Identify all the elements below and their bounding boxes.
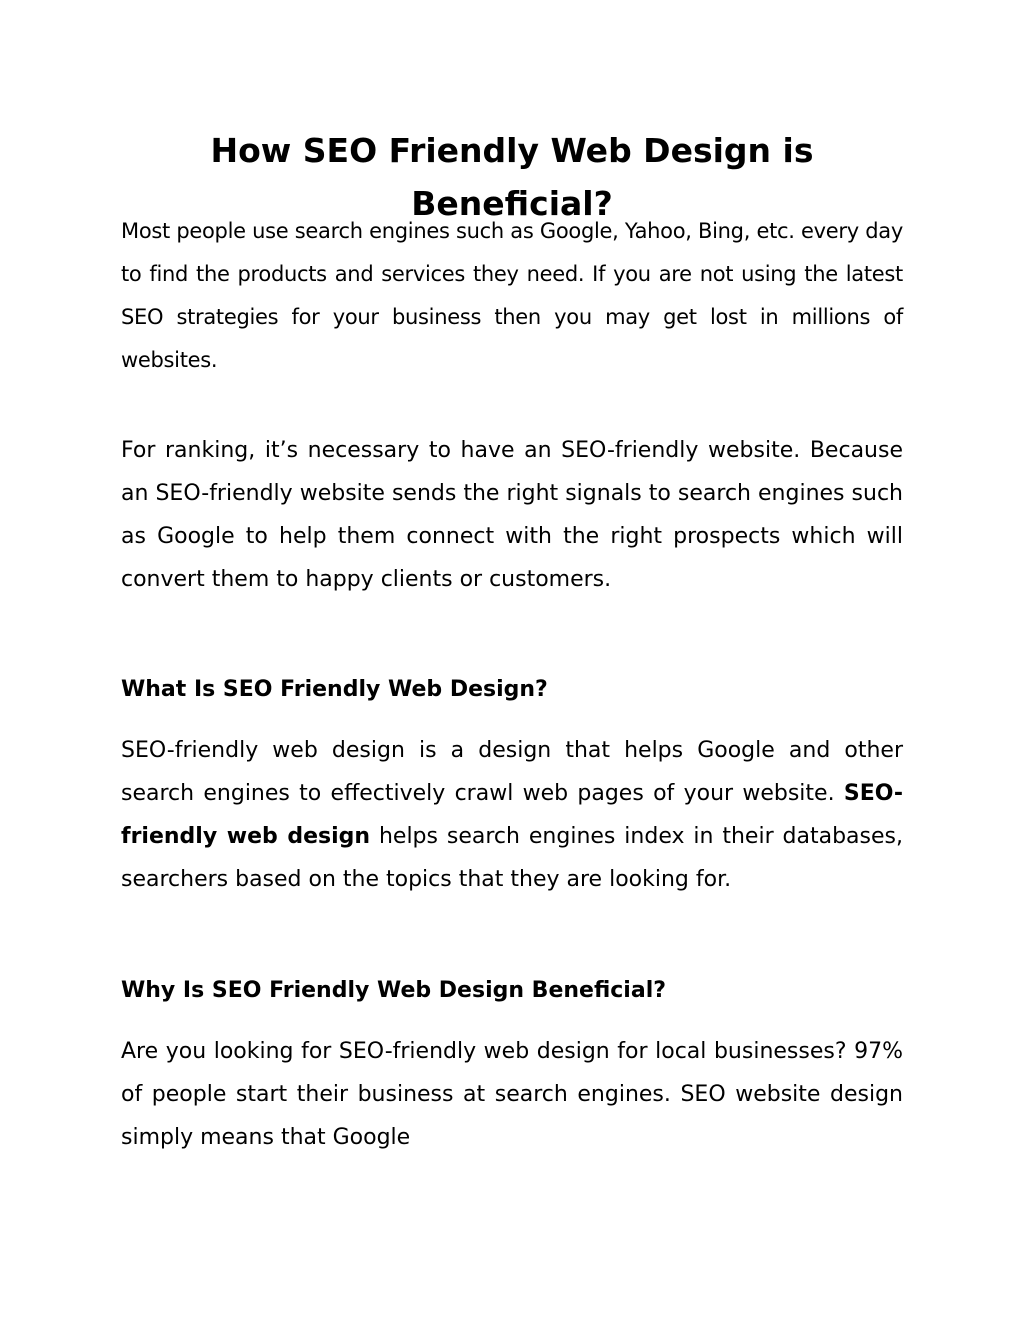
what-text-before: SEO-friendly web design is a design that helps Google and other search engines to effectively crawl web pages of your website. xyxy=(121,738,903,806)
why-is-paragraph: Are you looking for SEO-friendly web design for local businesses? 97% of people start their business at search engines. SEO website design simply means that Google xyxy=(121,1039,903,1150)
what-is-paragraph xyxy=(121,729,903,901)
ranking-paragraph: For ranking, it’s necessary to have an SEO-friendly website. Because an SEO-friendly website sends the right signals to search engines such as Google to help them connect with the right prospects which will convert them to happy clients or customers. xyxy=(121,438,903,592)
why-is-heading: Why Is SEO Friendly Web Design Beneficial? xyxy=(121,978,666,1003)
title-line-1: How SEO Friendly Web Design is xyxy=(210,131,814,170)
intro-paragraph: Most people use search engines such as Google, Yahoo, Bing, etc. every day to find the products and services they need. If you are not using the latest SEO strategies for your business then you may get lost in millions of websites. xyxy=(121,219,903,372)
what-text-after: helps search engines index in their databases, searchers based on the topics that they are looking for. xyxy=(121,824,903,892)
title-line-2: Beneficial? xyxy=(411,184,613,223)
what-is-heading: What Is SEO Friendly Web Design? xyxy=(121,677,548,702)
seo-friendly-web-design-bold: SEO-friendly web design xyxy=(121,781,903,849)
